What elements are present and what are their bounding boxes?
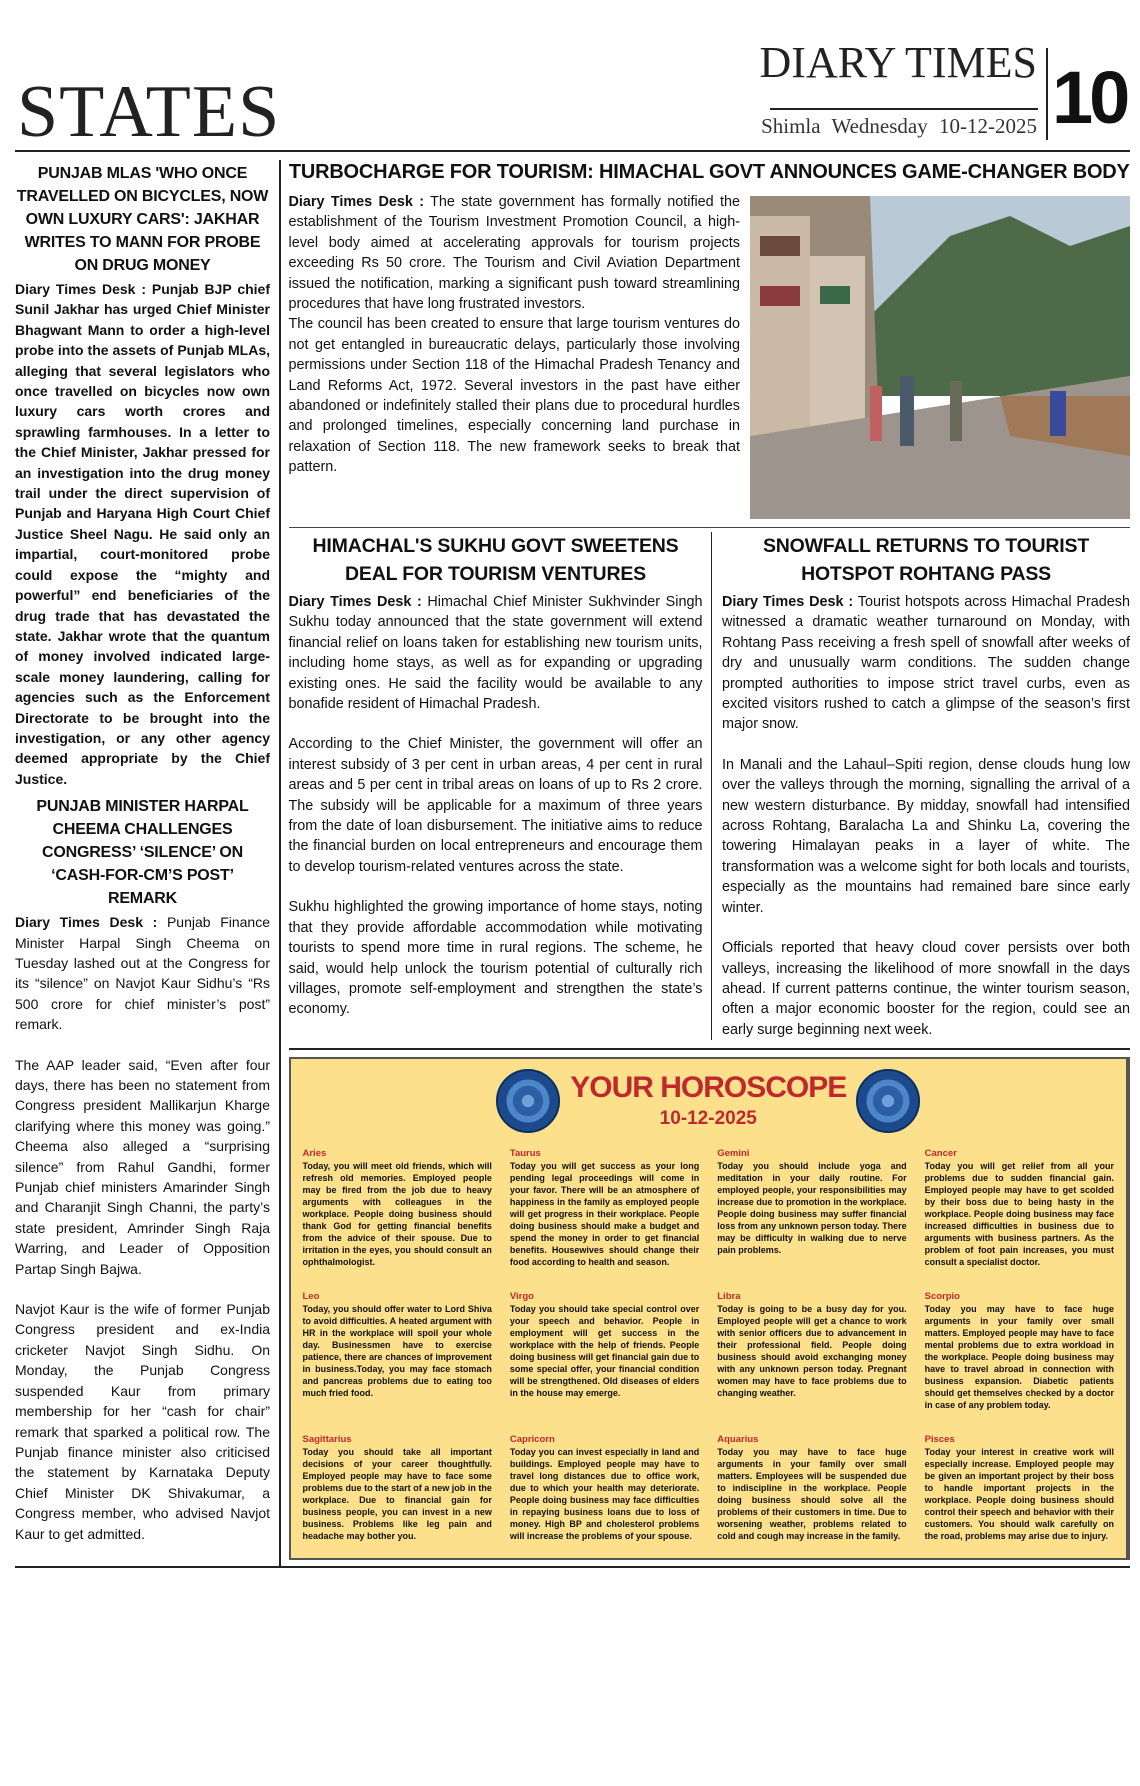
sign-text: Today you will get relief from all your problems due to sudden financial gain. Employed people may have to get scolded by their boss due to being hasty in the workplace. People doing business may face increased difficulties in business due to arguments with business partners. As the problem of foot pain increases, you must consult a specialist doctor. [924,1161,1114,1268]
sign-name: Sagittarius [302,1434,352,1446]
date: 10-12-2025 [939,114,1037,138]
horoscope-sign-leo [303,1290,492,1399]
divider [279,160,281,1566]
article-paragraph: Sukhu highlighted the growing importance of home stays, noting that they provide affordable accommodation while motivating tourists to spend more time in rural regions. The scheme, he said, would help unlock the tourism potential of culturally rich villages, promote self-employment and strengthen the state’s economy. [288,899,703,1018]
article-body: Diary Times Desk : Punjab BJP chief Sunil Jakhar has urged Chief Minister Bhagwant Mann to order a high-level probe into the assets of Punjab MLAs, alleging that several legislators who once travelled on bicycles now own luxury cars worth crores and sprawling farmhouses. In a letter to the Chief Minister, Jakhar pressed for an investigation into the drug money trail under the direct supervision of Punjab and Haryana High Court Chief Justice Sheel Nagu. He said only an impartial, court-monitored probe could expose the “mighty and powerful” end beneficiaries of the drug trade that has devastated the state. Jakhar wrote that the quantum of money involved indicated large-scale money laundering, calling for agencies such as the Enforcement Directorate to be brought into the investigation, or any other agency deemed appropriate by the Chief Justice. [15,281,270,787]
article-headline: PUNJAB MINISTER HARPAL CHEEMA CHALLENGES CONGRESS’ ‘SILENCE’ ON ‘CASH-FOR-CM’S POST’ REMARK [36,798,249,908]
sign-name: Aquarius [717,1434,759,1446]
horoscope-sign-aquarius [717,1433,906,1542]
sign-name: Scorpio [924,1291,960,1303]
masthead [15,0,1130,152]
sign-text: Today you should take special control over your speech and behavior. People in employment will get success in the workplace with the help of friends. People doing business will get financial gain due to some special offer, your financial condition will be strengthened. Old diseases of elders in the house may emerge. [509,1304,700,1399]
horoscope-sign-scorpio [925,1290,1114,1411]
horoscope-sign-capricorn [510,1433,699,1542]
sign-name: Taurus [509,1148,541,1160]
article-paragraph: Diary Times Desk : Tourist hotspots across Himachal Pradesh witnessed a dramatic weather turnaround on Monday, with Rohtang Pass receiving a fresh spell of snowfall after weeks of dry and unusually warm conditions. The sudden change prompted authorities to impose strict travel curbs, even as excited visitors rushed to catch a glimpse of the season’s first major snow. [722,594,1130,733]
article-paragraph: The council has been created to ensure that large tourism ventures do not get entangled in bureaucratic delays, particularly those involving permissions under Section 118 of the Himachal Pradesh Tenancy and Land Reforms Act, 1972. Several investors in the past have either abandoned or indefinitely stalled their plans due to procedural hurdles and prolonged timelines, especially concerning land purchase in relaxation of Section 118. The new framework seeks to break that pattern. [288,316,740,476]
horoscope-sign-aries [303,1147,492,1268]
sign-text: Today you should take all important decisions of your career thoughtfully. Employed people may have to face some problems due to the start of a new job in the workplace. Due to financial gain for business people, you can invest in a new business. Problems like leg pain and headache may bother you. [302,1447,492,1542]
page-number: 10 [1052,56,1127,139]
horoscope-sign-virgo [510,1290,699,1399]
right-area [289,152,1131,1566]
horoscope-date: 10-12-2025 [659,1108,757,1130]
article-paragraph: According to the Chief Minister, the government will offer an interest subsidy of 3 per cent in urban areas, 4 per cent in rural areas and 5 per cent in tribal areas on loans of up to Rs 2 crore. The subsidy will be applicable for a maximum of three years from the date of loan disbursement. The initiative aims to reduce the financial burden on local entrepreneurs and encourage them to develop tourism-related ventures across the state. [288,736,703,875]
dateline [761,113,1037,139]
sign-name: Gemini [717,1148,750,1160]
divider [770,108,1038,110]
article-paragraph: Diary Times Desk : Punjab Finance Minister Harpal Singh Cheema on Tuesday lashed out at the Congress for its “silence” on Navjot Kaur Sidhu’s “Rs 500 crore for chief minister’s post” remark. [15,914,271,1033]
sign-text: Today, you should offer water to Lord Shiva to avoid difficulties. A heated argument with HR in the workplace will spoil your whole day. Businessmen have to exercise patience, there are chances of improvement in business.Today, you may face stomach and pancreas problems due to eating too much fried food. [302,1304,492,1399]
horoscope-sign-taurus [510,1147,699,1268]
sign-name: Libra [717,1291,741,1303]
main-article-body [289,192,741,478]
horoscope-sign-cancer [925,1147,1114,1268]
article-headline: HIMACHAL'S SUKHU GOVT SWEETENS DEAL FOR TOURISM VENTURES [312,535,679,585]
sign-text: Today you can invest especially in land and buildings. Employed people may have to travel long distances due to office work, due to which your health may deteriorate. People doing business may face difficulties in repaying business loans due to loss of money. High BP and cholesterol problems will increase the problems of your spouse. [509,1447,700,1542]
article-paragraph: The AAP leader said, “Even after four days, there has been no statement from Congress president Mallikarjun Kharge clarifying where this money was going.” Cheema also alleged a “surprising silence” from Rahul Gandhi, former Punjab chief ministers Amarinder Singh and Charanjit Singh Channi, the party’s state president, Amrinder Singh Raja Warring, and Leader of Opposition Partap Singh Bajwa. [15,1056,270,1277]
horoscope-title: YOUR HOROSCOPE [570,1071,847,1105]
horoscope-sign-sagittarius [303,1433,492,1542]
sign-text: Today your interest in creative work will especially increase. Employed people may be given an important project by their boss to handle important projects in the workplace. People doing business should control their speech and behavior with their customers. You should walk carefully on the road, problems may arise due to injury. [924,1447,1114,1542]
main-headline: TURBOCHARGE FOR TOURISM: HIMACHAL GOVT ANNOUNCES GAME-CHANGER BODY [288,161,1130,183]
zodiac-wheel-icon [856,1069,920,1133]
article-paragraph: Diary Times Desk : Himachal Chief Minister Sukhvinder Singh Sukhu today announced that the state government will extend financial relief on loans taken for establishing new tourism units, including home stays, as well as for expanding or upgrading existing ones. He said the facility would be available to any bonafide resident of Himachal Pradesh. [288,594,703,713]
masthead-brand: DIARY TIMES [759,38,1037,87]
article-paragraph: Diary Times Desk : The state government has formally notified the establishment of the Tourism Investment Promotion Council, a high-level body aimed at accelerating approvals for tourism projects exceeding Rs 50 crore. The Tourism and Civil Aviation Department issued the notification, marking a significant push toward streamlining procedures that have long frustrated investors. [288,194,740,313]
article-headline: SNOWFALL RETURNS TO TOURIST HOTSPOT ROHTANG PASS [762,535,1090,585]
page-body [15,152,1130,1568]
left-column [15,152,270,1566]
horoscope-box [289,1057,1131,1560]
article-paragraph: In Manali and the Lahaul–Spiti region, dense clouds hung low over the valleys through the morning, signalling the arrival of a new western disturbance. By midday, snowfall had intensified across Rohtang, Baralacha La and Shinku La, covering the towering Himalayan peaks in a layer of white. The transformation was a welcome sight for both locals and tourists, especially as the mountains had remained bare since early winter. [722,756,1130,916]
horoscope-sign-libra [717,1290,906,1399]
sign-name: Virgo [509,1291,534,1303]
sign-name: Cancer [924,1148,957,1160]
article-column [722,532,1130,1040]
manali-street-photo [750,196,1130,519]
sign-name: Capricorn [509,1434,555,1446]
sign-text: Today you may have to face huge arguments in your family over small matters. Employed people may have to face mental problems due to extra workload in the workplace. People doing business may have to travel abroad in connection with business expansion. Diabetic patients should get themselves checked by a doctor in case of any problem today. [924,1304,1114,1411]
horoscope-sign-gemini [717,1147,906,1256]
sign-text: Today, you will meet old friends, which will refresh old memories. Employed people may be fired from the job due to heavy arguments with colleagues in the workplace. People doing business should thank God for getting financial benefits from the advice of their spouse. Due to irritation in the eyes, you should consult an ophthalmologist. [302,1161,492,1268]
article-column [289,532,711,1040]
article-paragraph: Navjot Kaur is the wife of former Punjab Congress president and ex-India cricketer Navjot Singh Sidhu. On Monday, the Punjab Congress suspended Kaur from primary membership for her “cash for chair” remark that sparked a political row. The Punjab finance minister also criticised the statement by Karnataka Deputy Chief Minister DK Shivakumar, a Congress member, who advised Navjot Kaur to get admitted. [15,1301,270,1542]
divider [1046,48,1048,140]
sign-text: Today you may have to face huge arguments in your family over small matters. Employees will be suspended due to indiscipline in the workplace. People doing business should solve all the problems of their customers in time. Due to worsening weather, problems related to cold and cough may increase in the family. [717,1447,907,1542]
zodiac-wheel-icon [496,1069,560,1133]
city: Shimla [761,114,821,138]
article-paragraph: Officials reported that heavy cloud cover persists over both valleys, increasing the likelihood of more snowfall in the days ahead. If current patterns continue, the winter tourism season, often a major economic booster for the region, could see an early surge beginning next week. [722,940,1130,1038]
section-title: STATES [17,71,281,153]
sign-text: Today is going to be a busy day for you. Employed people will get a chance to work with senior officers due to advancement in their professional field. People doing business should avoid exchanging money with any unknown person today. Pregnant women may have to face problems due to changing weather. [717,1304,907,1399]
divider [711,532,713,1040]
sign-name: Pisces [924,1434,955,1446]
horoscope-sign-pisces [925,1433,1114,1542]
article-headline: PUNJAB MLAS 'WHO ONCE TRAVELLED ON BICYCLES, NOW OWN LUXURY CARS': JAKHAR WRITES TO MANN FOR PROBE ON DRUG MONEY [16,165,269,274]
horoscope-signs [303,1147,1115,1542]
sign-name: Leo [302,1291,320,1303]
sign-text: Today you will get success as your long pending legal proceedings will come in your favor. There will be an atmosphere of happiness in the family as employed people will get progress in their workplace. People doing business should make a budget and spend the money in order to get financial benefits. Housewives should change their food according to health and season. [509,1161,700,1268]
sign-name: Aries [302,1148,327,1160]
day: Wednesday [831,114,928,138]
sign-text: Today you should include yoga and meditation in your daily routine. For employed people, your responsibilities may increase due to promotion in the workplace. People doing business may suffer financial loss from any unknown person today. There may be difficulty in walking due to nerve pain problems. [717,1161,907,1256]
